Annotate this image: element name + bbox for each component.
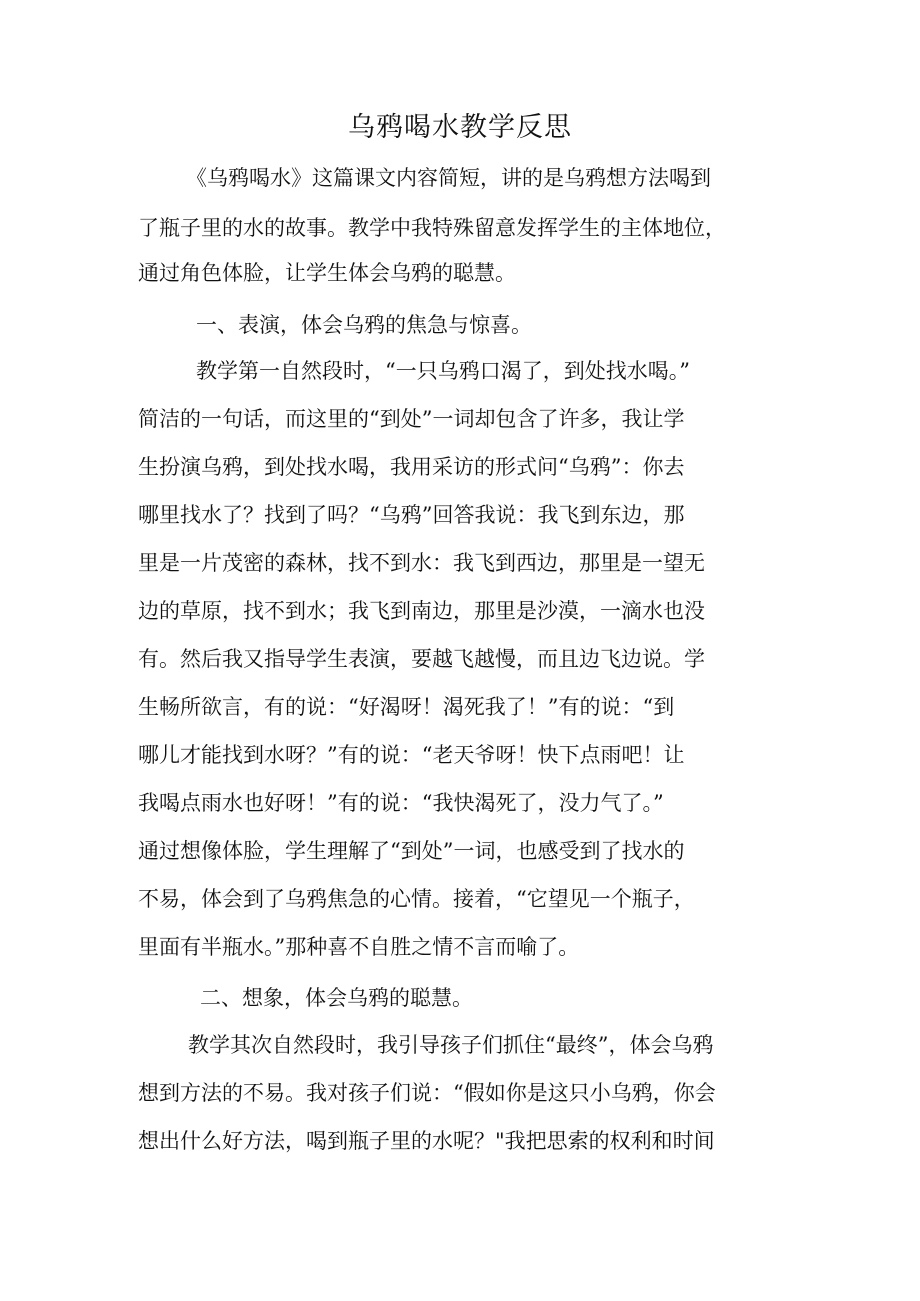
paragraph-line: 教学其次自然段时，我引导孩子们抓住“最终”，体会乌鸦 (188, 1033, 714, 1057)
paragraph-line: 简洁的一句话，而这里的“到处”一词却包含了许多，我让学 (138, 407, 685, 431)
section-heading: 一、表演，体会乌鸦的焦急与惊喜。 (196, 313, 532, 337)
document-title: 乌鸦喝水教学反思 (348, 112, 572, 143)
paragraph-line: 通过角色体脸，让学生体会乌鸦的聪慧。 (138, 261, 516, 285)
paragraph-line: 哪里找水了？找到了吗？“乌鸦”回答我说：我飞到东边，那 (138, 503, 685, 527)
paragraph-line: 里是一片茂密的森林，找不到水：我飞到西边，那里是一望无 (138, 551, 705, 575)
paragraph-line: 通过想像体脸，学生理解了“到处”一词，也感受到了找水的 (138, 839, 685, 863)
paragraph-line: 了瓶子里的水的故事。教学中我特殊留意发挥学生的主体地位， (138, 216, 726, 240)
paragraph-line: 我喝点雨水也好呀！”有的说：“我快渴死了，没力气了。” (138, 791, 664, 815)
paragraph-line: 边的草原，找不到水；我飞到南边，那里是沙漠，一滴水也没 (138, 599, 705, 623)
paragraph-line: 不易，体会到了乌鸦焦急的心情。接着，“它望见一个瓶子， (138, 887, 695, 911)
paragraph-line: 《乌鸦喝水》这篇课文内容简短，讲的是乌鸦想方法喝到 (186, 166, 711, 190)
paragraph-line: 想出什么好方法，喝到瓶子里的水呢？"我把思索的权利和时间 (138, 1129, 715, 1153)
paragraph-line: 哪儿才能找到水呀？”有的说：“老天爷呀！快下点雨吧！让 (138, 743, 685, 767)
paragraph-line: 想到方法的不易。我对孩子们说：“假如你是这只小乌鸦，你会 (138, 1081, 716, 1105)
section-heading: 二、想象，体会乌鸦的聪慧。 (200, 986, 473, 1010)
paragraph-line: 生畅所欲言，有的说：“好渴呀！渴死我了！”有的说：“到 (138, 695, 675, 719)
paragraph-line: 有。然后我又指导学生表演，要越飞越慢，而且边飞边说。学 (138, 647, 705, 671)
paragraph-line: 里面有半瓶水。”那种喜不自胜之情不言而喻了。 (138, 935, 580, 959)
paragraph-line: 生扮演乌鸦，到处找水喝，我用采访的形式问“乌鸦”：你去 (138, 455, 685, 479)
paragraph-line: 教学第一自然段时，“一只乌鸦口渴了，到处找水喝。” (196, 359, 690, 383)
